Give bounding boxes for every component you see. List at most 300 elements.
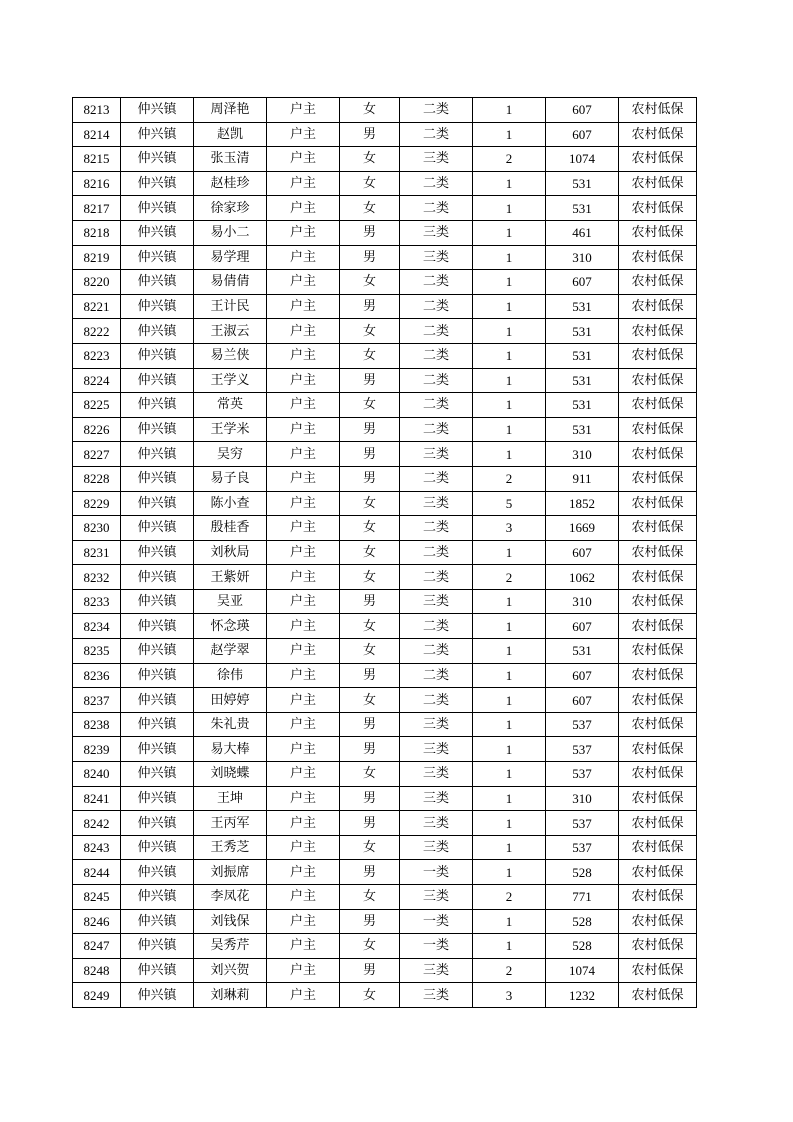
- table-row: [73, 270, 697, 295]
- name-cell: 徐家珍: [194, 196, 267, 221]
- category-cell: 三类: [400, 737, 473, 762]
- record-id-cell: 8226: [73, 417, 121, 442]
- amount-cell: 531: [546, 319, 619, 344]
- gender-cell: 男: [340, 466, 400, 491]
- assistance-type-cell: 农村低保: [619, 147, 697, 172]
- category-cell: 二类: [400, 663, 473, 688]
- name-cell: 陈小查: [194, 491, 267, 516]
- gender-cell: 女: [340, 835, 400, 860]
- household-size-cell: 2: [473, 885, 546, 910]
- relation-cell: 户主: [267, 762, 340, 787]
- category-cell: 二类: [400, 688, 473, 713]
- table-row: [73, 122, 697, 147]
- amount-cell: 1074: [546, 147, 619, 172]
- category-cell: 二类: [400, 270, 473, 295]
- gender-cell: 男: [340, 786, 400, 811]
- record-id-cell: 8238: [73, 712, 121, 737]
- name-cell: 徐伟: [194, 663, 267, 688]
- record-id-cell: 8243: [73, 835, 121, 860]
- town-cell: 仲兴镇: [121, 540, 194, 565]
- household-size-cell: 1: [473, 835, 546, 860]
- category-cell: 三类: [400, 712, 473, 737]
- amount-cell: 531: [546, 639, 619, 664]
- table-row: [73, 171, 697, 196]
- amount-cell: 531: [546, 171, 619, 196]
- household-size-cell: 1: [473, 122, 546, 147]
- town-cell: 仲兴镇: [121, 811, 194, 836]
- town-cell: 仲兴镇: [121, 885, 194, 910]
- table-row: [73, 491, 697, 516]
- relation-cell: 户主: [267, 294, 340, 319]
- town-cell: 仲兴镇: [121, 958, 194, 983]
- record-id-cell: 8248: [73, 958, 121, 983]
- category-cell: 三类: [400, 811, 473, 836]
- household-size-cell: 1: [473, 762, 546, 787]
- category-cell: 二类: [400, 516, 473, 541]
- amount-cell: 537: [546, 835, 619, 860]
- gender-cell: 女: [340, 270, 400, 295]
- name-cell: 王紫妍: [194, 565, 267, 590]
- category-cell: 三类: [400, 958, 473, 983]
- relation-cell: 户主: [267, 540, 340, 565]
- assistance-type-cell: 农村低保: [619, 565, 697, 590]
- gender-cell: 女: [340, 147, 400, 172]
- town-cell: 仲兴镇: [121, 466, 194, 491]
- table-row: [73, 639, 697, 664]
- name-cell: 田婷婷: [194, 688, 267, 713]
- relation-cell: 户主: [267, 220, 340, 245]
- assistance-type-cell: 农村低保: [619, 171, 697, 196]
- assistance-type-cell: 农村低保: [619, 319, 697, 344]
- table-row: [73, 614, 697, 639]
- record-id-cell: 8230: [73, 516, 121, 541]
- name-cell: 王丙军: [194, 811, 267, 836]
- town-cell: 仲兴镇: [121, 688, 194, 713]
- gender-cell: 男: [340, 220, 400, 245]
- name-cell: 刘兴贺: [194, 958, 267, 983]
- town-cell: 仲兴镇: [121, 737, 194, 762]
- gender-cell: 女: [340, 98, 400, 123]
- assistance-type-cell: 农村低保: [619, 417, 697, 442]
- relation-cell: 户主: [267, 491, 340, 516]
- assistance-type-cell: 农村低保: [619, 860, 697, 885]
- town-cell: 仲兴镇: [121, 442, 194, 467]
- assistance-type-cell: 农村低保: [619, 614, 697, 639]
- amount-cell: 528: [546, 934, 619, 959]
- category-cell: 二类: [400, 98, 473, 123]
- household-size-cell: 1: [473, 368, 546, 393]
- amount-cell: 607: [546, 688, 619, 713]
- name-cell: 王学米: [194, 417, 267, 442]
- gender-cell: 男: [340, 712, 400, 737]
- gender-cell: 女: [340, 639, 400, 664]
- category-cell: 二类: [400, 343, 473, 368]
- amount-cell: 1074: [546, 958, 619, 983]
- assistance-type-cell: 农村低保: [619, 712, 697, 737]
- town-cell: 仲兴镇: [121, 270, 194, 295]
- record-id-cell: 8218: [73, 220, 121, 245]
- table-row: [73, 762, 697, 787]
- household-size-cell: 1: [473, 712, 546, 737]
- category-cell: 三类: [400, 885, 473, 910]
- household-size-cell: 1: [473, 196, 546, 221]
- relation-cell: 户主: [267, 319, 340, 344]
- relation-cell: 户主: [267, 442, 340, 467]
- category-cell: 二类: [400, 639, 473, 664]
- relation-cell: 户主: [267, 811, 340, 836]
- record-id-cell: 8232: [73, 565, 121, 590]
- household-size-cell: 1: [473, 639, 546, 664]
- table-row: [73, 442, 697, 467]
- assistance-type-cell: 农村低保: [619, 368, 697, 393]
- record-id-cell: 8216: [73, 171, 121, 196]
- records-table: [72, 97, 697, 1008]
- gender-cell: 男: [340, 442, 400, 467]
- assistance-type-cell: 农村低保: [619, 737, 697, 762]
- table-row: [73, 393, 697, 418]
- household-size-cell: 1: [473, 786, 546, 811]
- gender-cell: 女: [340, 983, 400, 1008]
- amount-cell: 537: [546, 712, 619, 737]
- household-size-cell: 1: [473, 442, 546, 467]
- gender-cell: 女: [340, 885, 400, 910]
- relation-cell: 户主: [267, 786, 340, 811]
- town-cell: 仲兴镇: [121, 147, 194, 172]
- name-cell: 王淑云: [194, 319, 267, 344]
- record-id-cell: 8215: [73, 147, 121, 172]
- record-id-cell: 8247: [73, 934, 121, 959]
- relation-cell: 户主: [267, 147, 340, 172]
- relation-cell: 户主: [267, 663, 340, 688]
- record-id-cell: 8241: [73, 786, 121, 811]
- assistance-type-cell: 农村低保: [619, 811, 697, 836]
- assistance-type-cell: 农村低保: [619, 909, 697, 934]
- gender-cell: 女: [340, 762, 400, 787]
- household-size-cell: 2: [473, 466, 546, 491]
- amount-cell: 461: [546, 220, 619, 245]
- amount-cell: 1669: [546, 516, 619, 541]
- table-row: [73, 147, 697, 172]
- record-id-cell: 8245: [73, 885, 121, 910]
- gender-cell: 女: [340, 614, 400, 639]
- town-cell: 仲兴镇: [121, 220, 194, 245]
- household-size-cell: 5: [473, 491, 546, 516]
- household-size-cell: 1: [473, 663, 546, 688]
- amount-cell: 531: [546, 343, 619, 368]
- amount-cell: 531: [546, 196, 619, 221]
- record-id-cell: 8214: [73, 122, 121, 147]
- gender-cell: 男: [340, 663, 400, 688]
- name-cell: 殷桂香: [194, 516, 267, 541]
- record-id-cell: 8249: [73, 983, 121, 1008]
- record-id-cell: 8223: [73, 343, 121, 368]
- name-cell: 李凤花: [194, 885, 267, 910]
- table-row: [73, 343, 697, 368]
- household-size-cell: 1: [473, 589, 546, 614]
- amount-cell: 1852: [546, 491, 619, 516]
- town-cell: 仲兴镇: [121, 589, 194, 614]
- assistance-type-cell: 农村低保: [619, 639, 697, 664]
- category-cell: 一类: [400, 860, 473, 885]
- household-size-cell: 1: [473, 171, 546, 196]
- name-cell: 周泽艳: [194, 98, 267, 123]
- record-id-cell: 8221: [73, 294, 121, 319]
- amount-cell: 528: [546, 909, 619, 934]
- gender-cell: 男: [340, 245, 400, 270]
- category-cell: 三类: [400, 983, 473, 1008]
- category-cell: 三类: [400, 491, 473, 516]
- household-size-cell: 1: [473, 98, 546, 123]
- household-size-cell: 2: [473, 958, 546, 983]
- name-cell: 常英: [194, 393, 267, 418]
- category-cell: 二类: [400, 565, 473, 590]
- category-cell: 三类: [400, 442, 473, 467]
- relation-cell: 户主: [267, 712, 340, 737]
- name-cell: 易子良: [194, 466, 267, 491]
- relation-cell: 户主: [267, 270, 340, 295]
- town-cell: 仲兴镇: [121, 934, 194, 959]
- household-size-cell: 1: [473, 614, 546, 639]
- relation-cell: 户主: [267, 196, 340, 221]
- record-id-cell: 8222: [73, 319, 121, 344]
- relation-cell: 户主: [267, 343, 340, 368]
- record-id-cell: 8239: [73, 737, 121, 762]
- amount-cell: 771: [546, 885, 619, 910]
- table-row: [73, 589, 697, 614]
- category-cell: 二类: [400, 393, 473, 418]
- name-cell: 怀念瑛: [194, 614, 267, 639]
- relation-cell: 户主: [267, 245, 340, 270]
- record-id-cell: 8246: [73, 909, 121, 934]
- relation-cell: 户主: [267, 516, 340, 541]
- gender-cell: 女: [340, 540, 400, 565]
- gender-cell: 女: [340, 343, 400, 368]
- relation-cell: 户主: [267, 639, 340, 664]
- name-cell: 刘琳莉: [194, 983, 267, 1008]
- category-cell: 三类: [400, 147, 473, 172]
- household-size-cell: 1: [473, 393, 546, 418]
- amount-cell: 607: [546, 540, 619, 565]
- category-cell: 二类: [400, 319, 473, 344]
- category-cell: 二类: [400, 368, 473, 393]
- assistance-type-cell: 农村低保: [619, 491, 697, 516]
- category-cell: 三类: [400, 786, 473, 811]
- amount-cell: 531: [546, 294, 619, 319]
- assistance-type-cell: 农村低保: [619, 393, 697, 418]
- town-cell: 仲兴镇: [121, 319, 194, 344]
- name-cell: 吴秀芹: [194, 934, 267, 959]
- assistance-type-cell: 农村低保: [619, 442, 697, 467]
- household-size-cell: 1: [473, 909, 546, 934]
- category-cell: 二类: [400, 294, 473, 319]
- record-id-cell: 8225: [73, 393, 121, 418]
- table-row: [73, 319, 697, 344]
- relation-cell: 户主: [267, 98, 340, 123]
- record-id-cell: 8242: [73, 811, 121, 836]
- relation-cell: 户主: [267, 688, 340, 713]
- name-cell: 刘钱保: [194, 909, 267, 934]
- town-cell: 仲兴镇: [121, 762, 194, 787]
- category-cell: 三类: [400, 245, 473, 270]
- record-id-cell: 8219: [73, 245, 121, 270]
- record-id-cell: 8236: [73, 663, 121, 688]
- category-cell: 二类: [400, 417, 473, 442]
- assistance-type-cell: 农村低保: [619, 343, 697, 368]
- record-id-cell: 8220: [73, 270, 121, 295]
- assistance-type-cell: 农村低保: [619, 196, 697, 221]
- relation-cell: 户主: [267, 171, 340, 196]
- amount-cell: 310: [546, 589, 619, 614]
- town-cell: 仲兴镇: [121, 368, 194, 393]
- assistance-type-cell: 农村低保: [619, 983, 697, 1008]
- record-id-cell: 8235: [73, 639, 121, 664]
- household-size-cell: 1: [473, 688, 546, 713]
- assistance-type-cell: 农村低保: [619, 786, 697, 811]
- assistance-type-cell: 农村低保: [619, 958, 697, 983]
- category-cell: 一类: [400, 909, 473, 934]
- record-id-cell: 8240: [73, 762, 121, 787]
- gender-cell: 男: [340, 909, 400, 934]
- assistance-type-cell: 农村低保: [619, 688, 697, 713]
- town-cell: 仲兴镇: [121, 516, 194, 541]
- assistance-type-cell: 农村低保: [619, 835, 697, 860]
- table-row: [73, 737, 697, 762]
- gender-cell: 男: [340, 294, 400, 319]
- household-size-cell: 1: [473, 860, 546, 885]
- name-cell: 易倩倩: [194, 270, 267, 295]
- category-cell: 三类: [400, 762, 473, 787]
- table-row: [73, 196, 697, 221]
- relation-cell: 户主: [267, 909, 340, 934]
- amount-cell: 607: [546, 663, 619, 688]
- gender-cell: 女: [340, 196, 400, 221]
- assistance-type-cell: 农村低保: [619, 934, 697, 959]
- name-cell: 王计民: [194, 294, 267, 319]
- relation-cell: 户主: [267, 835, 340, 860]
- town-cell: 仲兴镇: [121, 196, 194, 221]
- table-row: [73, 98, 697, 123]
- household-size-cell: 1: [473, 417, 546, 442]
- name-cell: 张玉清: [194, 147, 267, 172]
- amount-cell: 537: [546, 811, 619, 836]
- amount-cell: 528: [546, 860, 619, 885]
- relation-cell: 户主: [267, 417, 340, 442]
- town-cell: 仲兴镇: [121, 393, 194, 418]
- table-row: [73, 786, 697, 811]
- amount-cell: 310: [546, 245, 619, 270]
- relation-cell: 户主: [267, 368, 340, 393]
- amount-cell: 1062: [546, 565, 619, 590]
- name-cell: 吴亚: [194, 589, 267, 614]
- household-size-cell: 1: [473, 294, 546, 319]
- relation-cell: 户主: [267, 958, 340, 983]
- amount-cell: 1232: [546, 983, 619, 1008]
- household-size-cell: 1: [473, 220, 546, 245]
- town-cell: 仲兴镇: [121, 122, 194, 147]
- gender-cell: 男: [340, 122, 400, 147]
- table-row: [73, 909, 697, 934]
- amount-cell: 531: [546, 393, 619, 418]
- name-cell: 王学义: [194, 368, 267, 393]
- category-cell: 三类: [400, 220, 473, 245]
- relation-cell: 户主: [267, 983, 340, 1008]
- relation-cell: 户主: [267, 614, 340, 639]
- town-cell: 仲兴镇: [121, 417, 194, 442]
- town-cell: 仲兴镇: [121, 909, 194, 934]
- gender-cell: 男: [340, 958, 400, 983]
- table-row: [73, 466, 697, 491]
- gender-cell: 女: [340, 516, 400, 541]
- category-cell: 三类: [400, 835, 473, 860]
- town-cell: 仲兴镇: [121, 245, 194, 270]
- amount-cell: 310: [546, 442, 619, 467]
- gender-cell: 女: [340, 688, 400, 713]
- assistance-type-cell: 农村低保: [619, 516, 697, 541]
- name-cell: 易小二: [194, 220, 267, 245]
- amount-cell: 310: [546, 786, 619, 811]
- name-cell: 王秀芝: [194, 835, 267, 860]
- town-cell: 仲兴镇: [121, 712, 194, 737]
- name-cell: 朱礼贵: [194, 712, 267, 737]
- name-cell: 易学理: [194, 245, 267, 270]
- relation-cell: 户主: [267, 737, 340, 762]
- category-cell: 三类: [400, 589, 473, 614]
- relation-cell: 户主: [267, 466, 340, 491]
- name-cell: 刘晓蝶: [194, 762, 267, 787]
- record-id-cell: 8228: [73, 466, 121, 491]
- table-row: [73, 540, 697, 565]
- name-cell: 赵学翠: [194, 639, 267, 664]
- household-size-cell: 1: [473, 319, 546, 344]
- town-cell: 仲兴镇: [121, 663, 194, 688]
- assistance-type-cell: 农村低保: [619, 589, 697, 614]
- assistance-type-cell: 农村低保: [619, 885, 697, 910]
- table-row: [73, 368, 697, 393]
- amount-cell: 607: [546, 270, 619, 295]
- amount-cell: 607: [546, 98, 619, 123]
- assistance-type-cell: 农村低保: [619, 245, 697, 270]
- category-cell: 二类: [400, 122, 473, 147]
- table-row: [73, 565, 697, 590]
- table-row: [73, 688, 697, 713]
- assistance-type-cell: 农村低保: [619, 220, 697, 245]
- gender-cell: 男: [340, 737, 400, 762]
- name-cell: 易大棒: [194, 737, 267, 762]
- gender-cell: 男: [340, 860, 400, 885]
- table-row: [73, 860, 697, 885]
- assistance-type-cell: 农村低保: [619, 540, 697, 565]
- household-size-cell: 1: [473, 540, 546, 565]
- category-cell: 二类: [400, 540, 473, 565]
- town-cell: 仲兴镇: [121, 614, 194, 639]
- amount-cell: 537: [546, 737, 619, 762]
- record-id-cell: 8224: [73, 368, 121, 393]
- table-row: [73, 294, 697, 319]
- household-size-cell: 2: [473, 565, 546, 590]
- assistance-type-cell: 农村低保: [619, 663, 697, 688]
- record-id-cell: 8234: [73, 614, 121, 639]
- town-cell: 仲兴镇: [121, 294, 194, 319]
- table-row: [73, 835, 697, 860]
- assistance-type-cell: 农村低保: [619, 294, 697, 319]
- town-cell: 仲兴镇: [121, 343, 194, 368]
- gender-cell: 女: [340, 393, 400, 418]
- town-cell: 仲兴镇: [121, 835, 194, 860]
- amount-cell: 537: [546, 762, 619, 787]
- gender-cell: 男: [340, 417, 400, 442]
- table-row: [73, 663, 697, 688]
- gender-cell: 男: [340, 589, 400, 614]
